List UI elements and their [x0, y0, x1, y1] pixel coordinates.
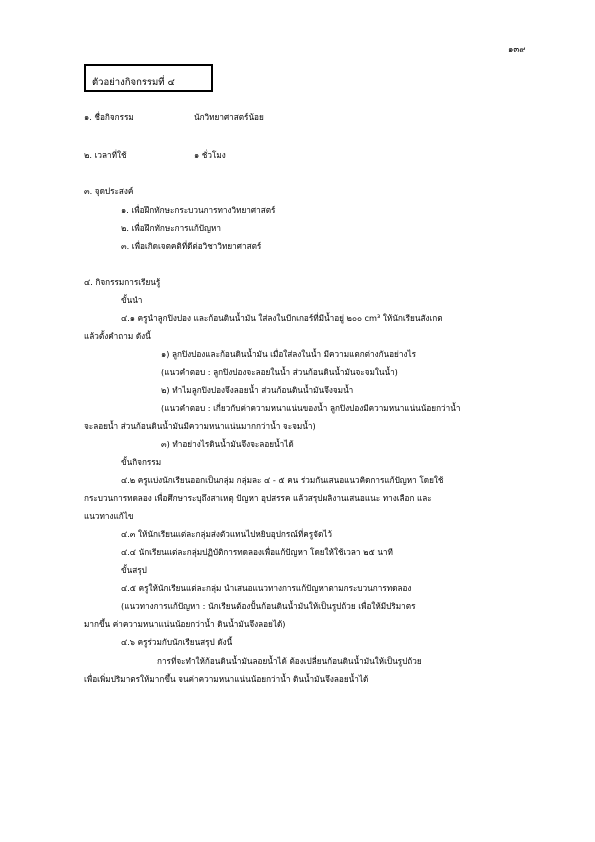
answer-2-cont: จะลอยน้ำ ส่วนก้อนดินน้ำมันมีความหนาแน่นมากกว่าน้ำ จะจมน้ำ) [84, 421, 316, 431]
objective-item: ๒. เพื่อฝึกทักษะการแก้ปัญหา [121, 223, 221, 233]
paragraph-4-2: ๔.๒ ครูแบ่งนักเรียนออกเป็นกลุ่ม กลุ่มละ ๔ - ๕ คน ร่วมกันเสนอแนวคิดการแก้ปัญหา โดยใช้ [121, 475, 444, 485]
question-1: ๑) ลูกปิงปองและก้อนดินน้ำมัน เมื่อใส่ลงในน้ำ มีความแตกต่างกันอย่างไร [161, 349, 416, 359]
paragraph-4-6: ๔.๖ ครูร่วมกับนักเรียนสรุป ดังนี้ [121, 637, 233, 647]
paragraph-4-1: ๔.๑ ครูนำลูกปิงปอง และก้อนดินน้ำมัน ใส่ลงในบีกเกอร์ที่มีน้ำอยู่ ๒๐๐ cm³ ให้นักเรียนสังเกต [121, 313, 443, 323]
paragraph-4-5: ๔.๕ ครูให้นักเรียนแต่ละกลุ่ม นำเสนอแนวทางการแก้ปัญหาตามกระบวนการทดลอง [121, 583, 412, 593]
page-number: ๑๓๙ [508, 45, 526, 55]
paragraph-4-1-cont: แล้วตั้งคำถาม ดังนี้ [84, 331, 151, 341]
question-2: ๒) ทำไมลูกปิงปองจึงลอยน้ำ ส่วนก้อนดินน้ำมันจึงจมน้ำ [161, 385, 354, 395]
answer-1: (แนวคำตอบ : ลูกปิงปองจะลอยในน้ำ ส่วนก้อนดินน้ำมันจะจมในน้ำ) [161, 367, 398, 377]
section-1-label: ๑. ชื่อกิจกรรม [84, 112, 134, 122]
objective-item: ๑. เพื่อฝึกทักษะกระบวนการทางวิทยาศาสตร์ [121, 205, 276, 215]
phase-activity: ขั้นกิจกรรม [121, 457, 162, 467]
section-2-label: ๒. เวลาที่ใช้ [84, 150, 127, 160]
paragraph-4-2-cont: กระบวนการทดลอง เพื่อศึกษาระบุถึงสาเหตุ ปัญหา อุปสรรค แล้วสรุปผลิงานเสนอแนะ ทางเลือก และ [84, 493, 432, 503]
section-4-heading: ๔. กิจกรรมการเรียนรู้ [84, 277, 161, 287]
answer-2: (แนวคำตอบ : เกี่ยวกับค่าความหนาแน่นของน้ำ ลูกปิงปองมีความหนาแน่นน้อยกว่าน้ำ [161, 403, 461, 413]
summary: การที่จะทำให้ก้อนดินน้ำมันลอยน้ำได้ ต้องเปลี่ยนก้อนดินน้ำมันให้เป็นรูปถ้วย [157, 656, 422, 666]
paragraph-4-2-cont: แนวทางแก้ไข [84, 511, 134, 521]
summary-cont: เพื่อเพิ่มปริมาตรให้มากขึ้น จนค่าความหนาแน่นน้อยกว่าน้ำ ดินน้ำมันจึงลอยน้ำได้ [84, 674, 369, 684]
objective-item: ๓. เพื่อเกิดเจตคติที่ดีต่อวิชาวิทยาศาสตร์ [121, 241, 262, 251]
section-1-value: นักวิทยาศาสตร์น้อย [194, 112, 264, 122]
phase-conclude: ขั้นสรุป [121, 565, 147, 575]
title-text: ตัวอย่างกิจกรรมที่ ๔ [92, 77, 175, 88]
question-3: ๓) ทำอย่างไรดินน้ำมันจึงจะลอยน้ำได้ [161, 439, 294, 449]
title-box [84, 64, 213, 92]
phase-lead-in: ขั้นนำ [121, 295, 143, 305]
solution-note-cont: มากขึ้น ค่าความหนาแน่นน้อยกว่าน้ำ ดินน้ำมันจึงลอยได้) [84, 619, 286, 629]
section-3-heading: ๓. จุดประสงค์ [84, 186, 134, 196]
section-2-value: ๑ ชั่วโมง [194, 150, 226, 160]
solution-note: (แนวทางการแก้ปัญหา : นักเรียนต้องปั้นก้อนดินน้ำมันให้เป็นรูปถ้วย เพื่อให้มีปริมาตร [121, 601, 416, 611]
paragraph-4-4: ๔.๔ นักเรียนแต่ละกลุ่มปฏิบัติการทดลองเพื่อแก้ปัญหา โดยให้ใช้เวลา ๒๕ นาที [121, 547, 393, 557]
paragraph-4-3: ๔.๓ ให้นักเรียนแต่ละกลุ่มส่งตัวแทนไปหยิบอุปกรณ์ที่ครูจัดไว้ [121, 529, 332, 539]
